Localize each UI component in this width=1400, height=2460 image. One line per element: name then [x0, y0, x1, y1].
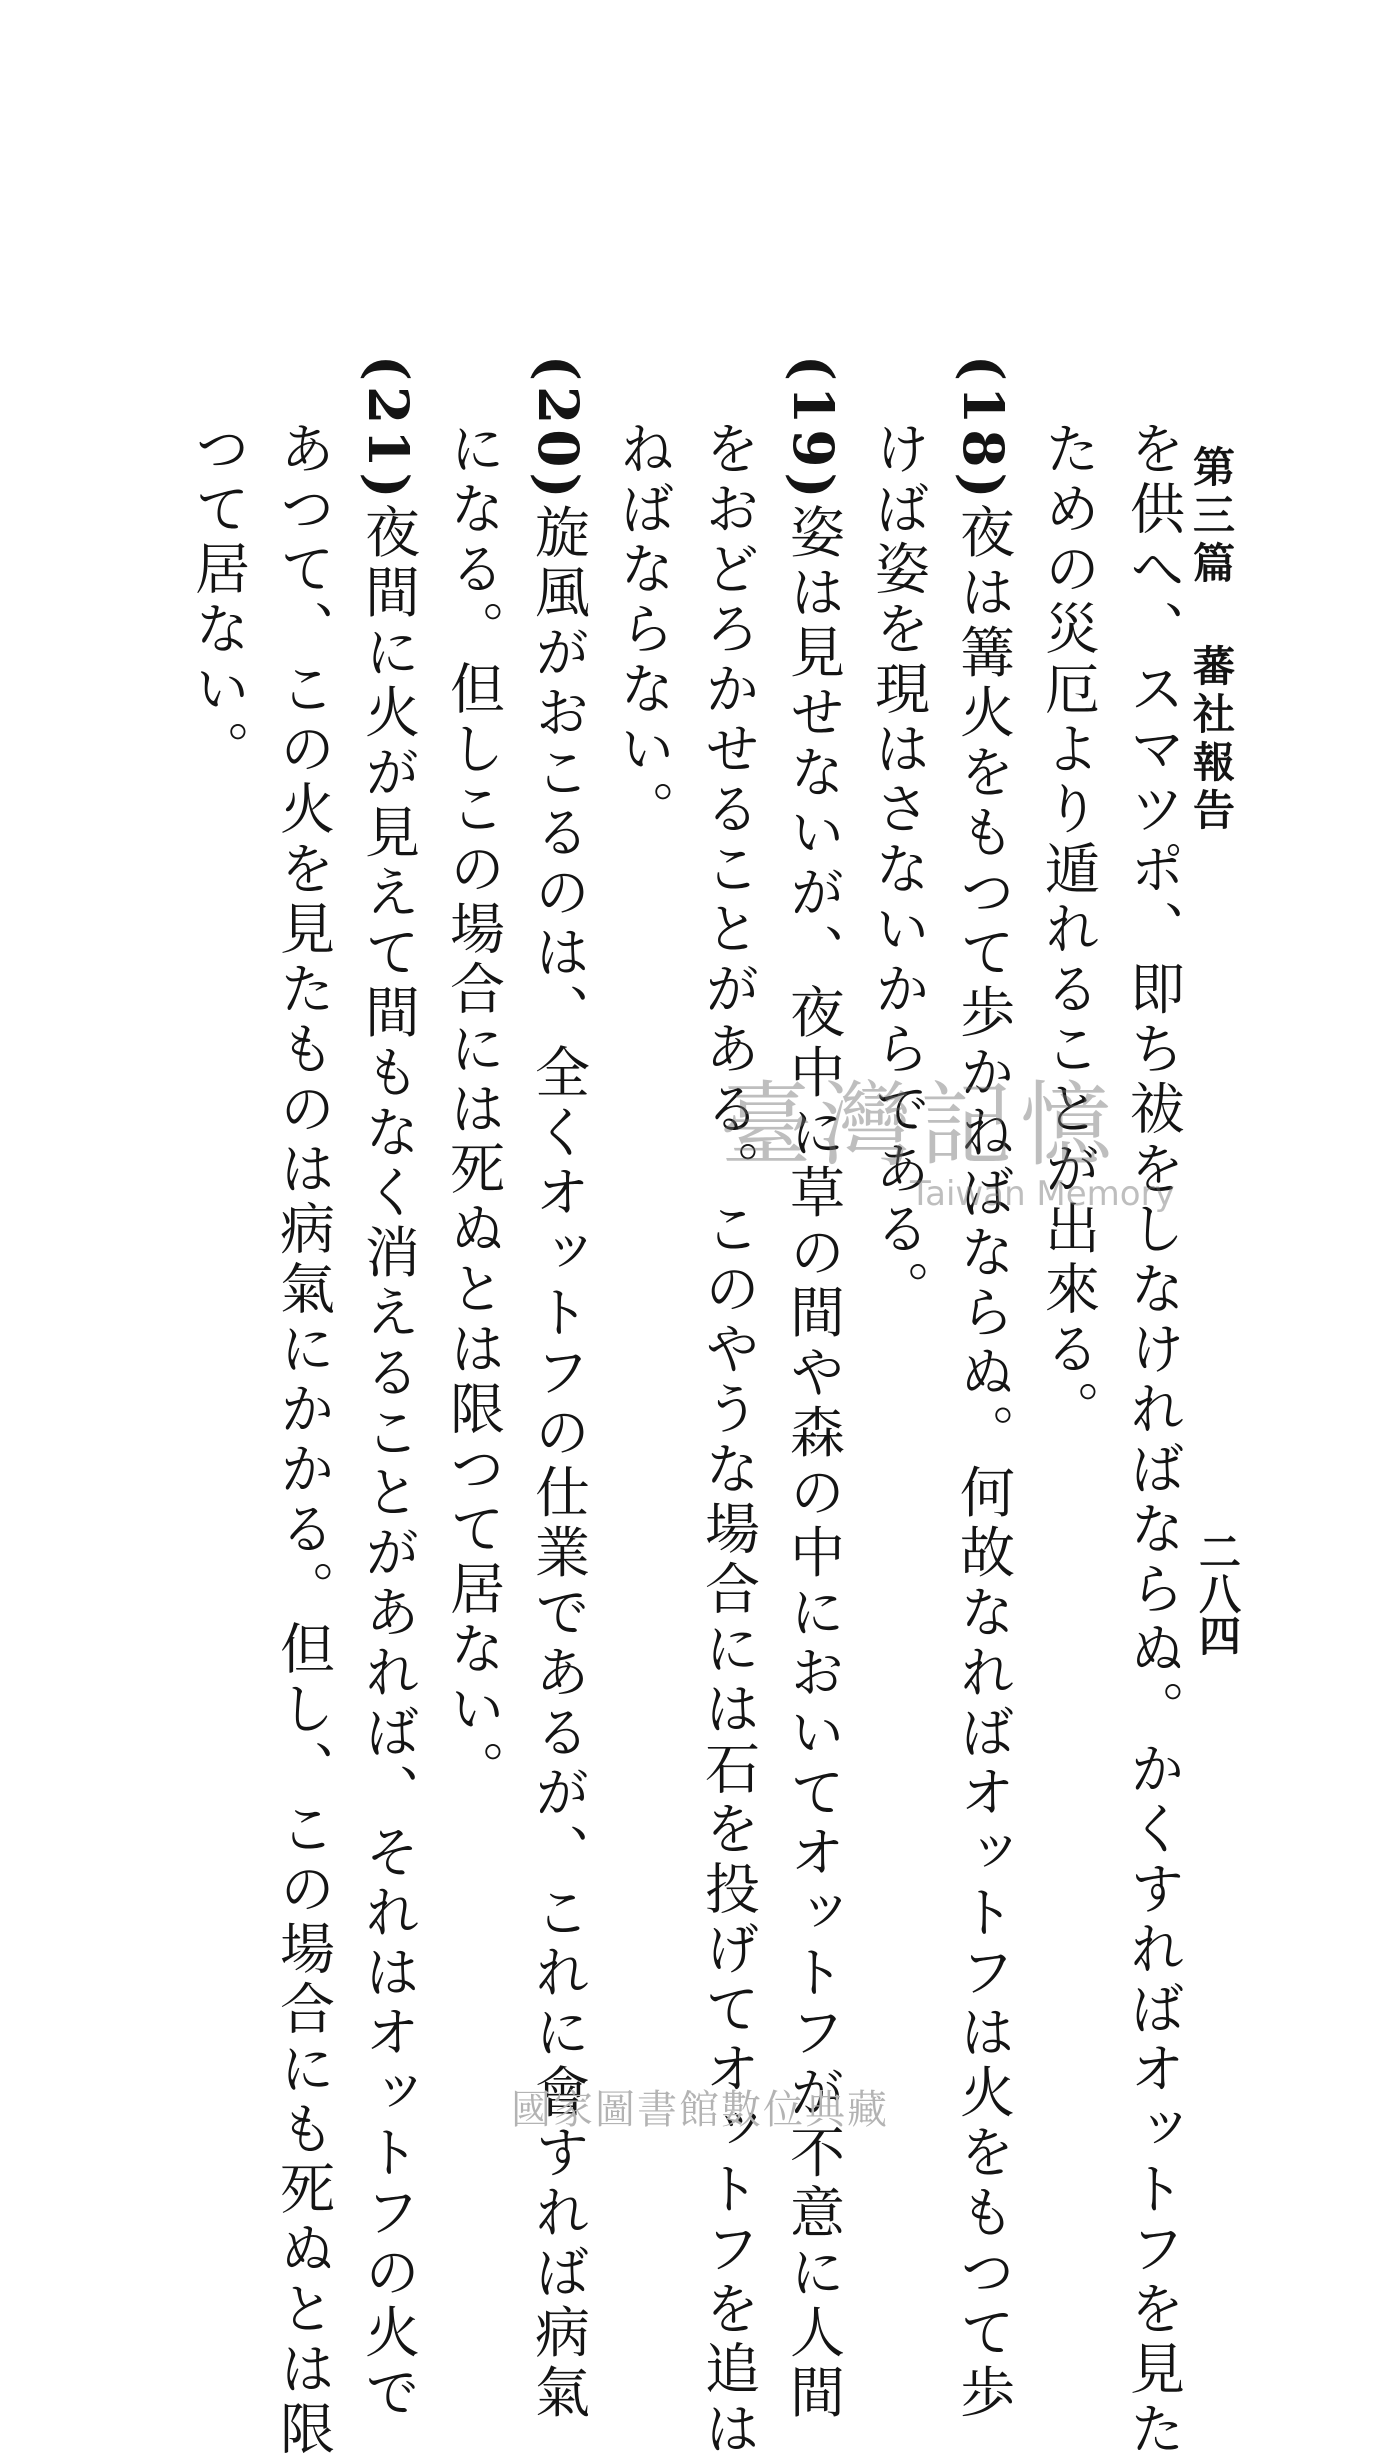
text-line-11	[271, 420, 335, 2460]
text-line-12	[186, 420, 250, 780]
footer-credit: 國家圖書館數位典藏	[511, 2087, 889, 2133]
item-number: (21)	[356, 355, 421, 504]
text-line-7	[611, 420, 675, 840]
text-line-4	[866, 420, 930, 1320]
section-title: 第三篇 蕃社報告	[1187, 445, 1236, 836]
line-text: 姿は見せないが、夜中に草の間や森の中においてオットフが不意に人間	[781, 503, 845, 2424]
line-text: 夜間に火が見えて間もなく消えることがあれば、それはオットフの火で	[356, 503, 420, 2424]
line-text: になる。但しこの場合には死ぬとは限つて居ない。	[441, 420, 505, 1800]
line-text: ための災厄より遁れることが出來る。	[1036, 420, 1100, 1440]
text-line-6	[696, 420, 760, 2460]
line-text: を供へ、スマツポ、即ち祓をしなければならぬ。かくすればオットフを見た	[1121, 420, 1185, 2460]
line-text: あつて、この火を見たものは病氣にかかる。但し、この場合にも死ぬとは限	[271, 420, 335, 2460]
line-text: けば姿を現はさないからである。	[866, 420, 930, 1320]
text-line-9	[441, 420, 505, 1800]
text-line-2	[1036, 420, 1100, 1440]
item-number: (18)	[951, 355, 1016, 504]
line-text: つて居ない。	[186, 420, 250, 780]
line-text: をおどろかせることがある。このやうな場合には石を投げてオットフを追は	[696, 420, 760, 2460]
text-line-1	[1121, 420, 1185, 2460]
item-number: (19)	[781, 355, 846, 504]
page-number: 二八四	[1193, 1530, 1242, 1656]
line-text: ねばならない。	[611, 420, 675, 840]
item-number: (20)	[526, 355, 591, 504]
watermark-logo-text: 臺灣記憶	[720, 1072, 1121, 1179]
line-text: 旋風がおこるのは、全くオットフの仕業であるが、これに會すれば病氣	[526, 503, 590, 2424]
watermark-subtitle: Taiwan Memory	[910, 1174, 1175, 1214]
line-text: 夜は篝火をもつて歩かねばならぬ。何故なればオットフは火をもつて歩	[951, 503, 1015, 2424]
